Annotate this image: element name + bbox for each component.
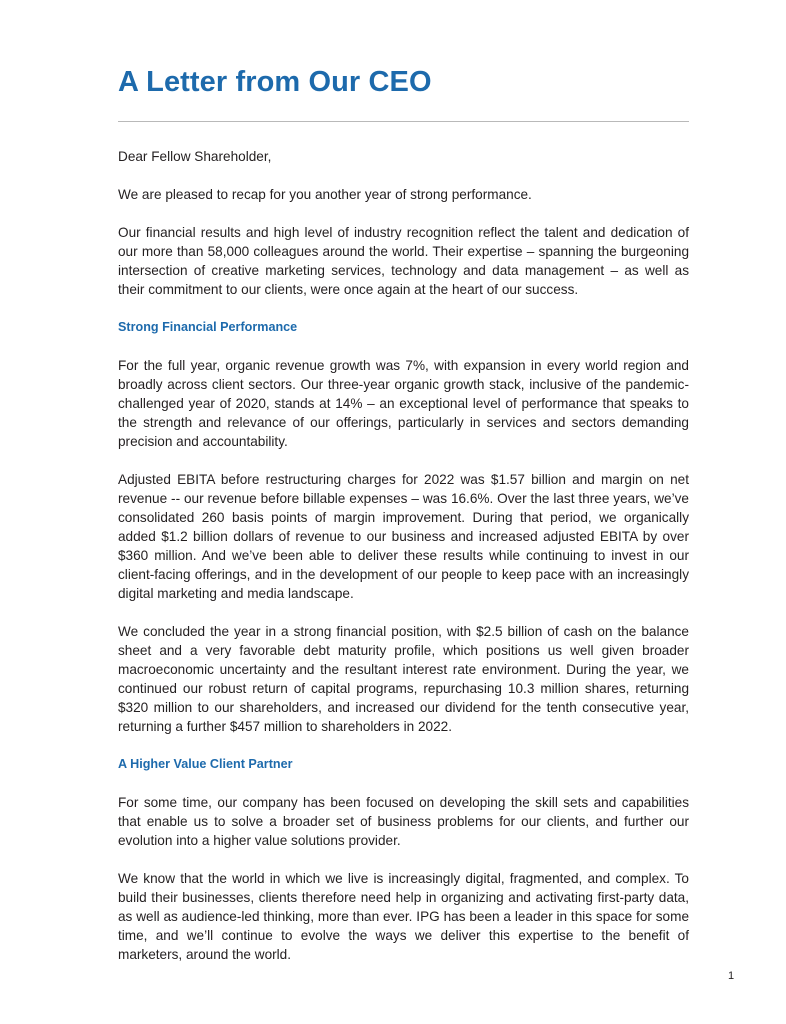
paragraph-ebita: Adjusted EBITA before restructuring charges for 2022 was $1.57 billion and margin on net revenue -- our revenue before billable expenses – was 16.6%. Over the last three years, we’ve consolidated 260 basis points of margin improvement. During that period, we organically added $1.2 billion dollars of revenue to our business and increased adjusted EBITA by over $360 million. And we’ve been able to deliver these results while continuing to invest in our client-facing offerings, and in the development of our people to keep pace with an increasingly digital marketing and media landscape.	[118, 472, 689, 601]
letter-body	[118, 147, 689, 983]
paragraph-digital-world: We know that the world in which we live is increasingly digital, fragmented, and complex. To build their businesses, clients therefore need help in organizing and activating first-party data, as well as audience-led thinking, more than ever. IPG has been a leader in this space for some time, and we’ll continue to evolve the ways we deliver this expertise to the benefit of marketers, around the world.	[118, 871, 689, 962]
section-heading-financial: Strong Financial Performance	[118, 320, 298, 334]
paragraph-intro: We are pleased to recap for you another year of strong performance.	[118, 187, 532, 202]
paragraph-skill-sets: For some time, our company has been focused on developing the skill sets and capabilities that enable us to solve a broader set of business problems for our clients, and further our evolution into a higher value solutions provider.	[118, 795, 689, 848]
paragraph-financial-position: We concluded the year in a strong financial position, with $2.5 billion of cash on the balance sheet and a very favorable debt maturity profile, which positions us well given broader macroeconomic uncertainty and the resultant interest rate environment. During the year, we continued our robust return of capital programs, repurchasing 10.3 million shares, returning $320 million to our shareholders, and increased our dividend for the tenth consecutive year, returning a further $457 million to shareholders in 2022.	[118, 624, 689, 734]
page-number: 1	[728, 970, 735, 982]
paragraph-organic-growth: For the full year, organic revenue growth was 7%, with expansion in every world region and broadly across client sectors. Our three-year organic growth stack, inclusive of the pandemic-challenged year of 2020, stands at 14% – an exceptional level of performance that speaks to the strength and relevance of our offerings, particularly in services and sectors demanding precision and accountability.	[118, 358, 689, 449]
salutation: Dear Fellow Shareholder,	[118, 149, 272, 164]
section-heading-client-partner: A Higher Value Client Partner	[118, 757, 293, 771]
paragraph-talent: Our financial results and high level of industry recognition reflect the talent and dedication of our more than 58,000 colleagues around the world. Their expertise – spanning the burgeoning intersection of creative marketing services, technology and data management – as well as their commitment to our clients, were once again at the heart of our success.	[118, 225, 689, 297]
page-title: A Letter from Our CEO	[118, 66, 432, 98]
title-divider	[118, 121, 689, 122]
